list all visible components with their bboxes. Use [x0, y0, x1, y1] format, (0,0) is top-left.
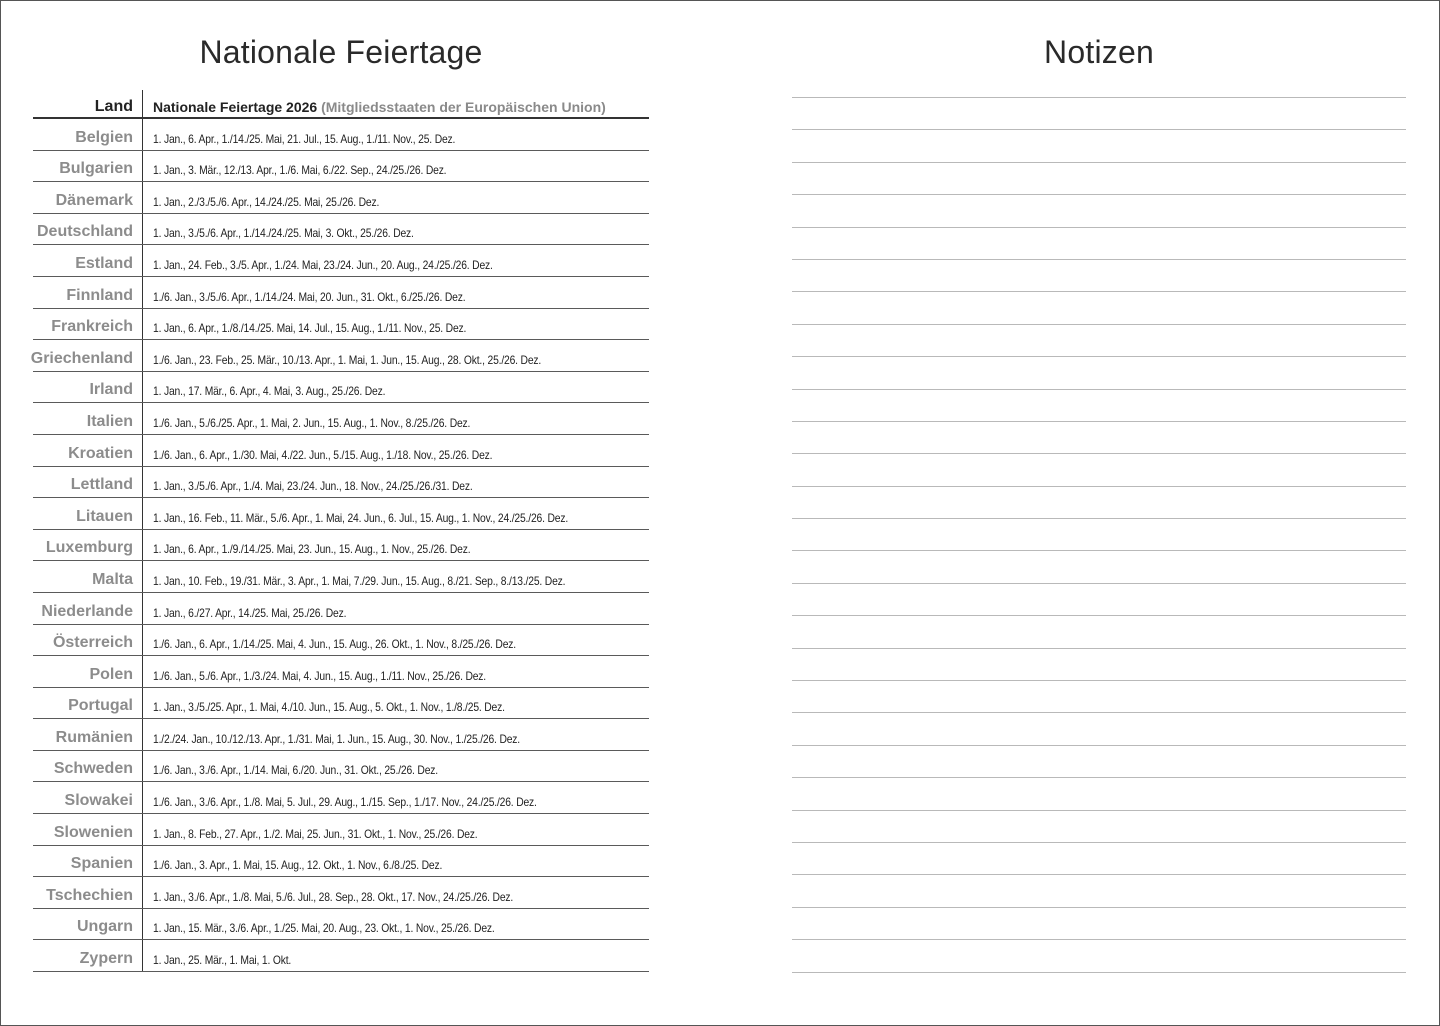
- holiday-dates-text: 1. Jan., 15. Mär., 3./6. Apr., 1./25. Mai, 20. Aug., 23. Okt., 1. Nov., 25./26. Dez.: [153, 921, 495, 936]
- table-row: [33, 719, 649, 751]
- country-cell: Finnland: [33, 277, 143, 308]
- holiday-dates-text: 1./6. Jan., 3./6. Apr., 1./8. Mai, 5. Jul., 29. Aug., 1./15. Sep., 1./17. Nov., 24./25./26. Dez.: [153, 795, 537, 810]
- holiday-dates-text: 1./6. Jan., 6. Apr., 1./30. Mai, 4./22. Jun., 5./15. Aug., 1./18. Nov., 25./26. Dez.: [153, 447, 493, 462]
- holiday-dates-text: 1. Jan., 2./3./5./6. Apr., 14./24./25. Mai, 25./26. Dez.: [153, 194, 380, 209]
- holiday-dates-text: 1. Jan., 10. Feb., 19./31. Mär., 3. Apr., 1. Mai, 7./29. Jun., 15. Aug., 8./21. Sep., 8./13./25. Dez.: [153, 573, 566, 588]
- country-cell: Bulgarien: [33, 151, 143, 182]
- table-row: [33, 940, 649, 972]
- header-subtitle: (Mitgliedsstaaten der Europäischen Union): [321, 99, 606, 115]
- table-row: [33, 277, 649, 309]
- country-cell: Rumänien: [33, 719, 143, 750]
- holiday-dates-cell: [143, 182, 649, 213]
- country-cell: Italien: [33, 403, 143, 434]
- holiday-dates-cell: [143, 340, 649, 371]
- holiday-dates-text: 1./6. Jan., 3. Apr., 1. Mai, 15. Aug., 12. Okt., 1. Nov., 6./8./25. Dez.: [153, 858, 443, 873]
- header-title: [143, 90, 649, 117]
- table-row: [33, 119, 649, 151]
- note-line[interactable]: [792, 518, 1406, 550]
- note-line[interactable]: [792, 324, 1406, 356]
- holiday-dates-cell: [143, 245, 649, 276]
- note-line[interactable]: [792, 680, 1406, 712]
- holiday-dates-cell: [143, 119, 649, 150]
- table-row: [33, 214, 649, 246]
- country-cell: Irland: [33, 372, 143, 403]
- holiday-dates-cell: [143, 151, 649, 182]
- country-cell: Ungarn: [33, 909, 143, 940]
- holiday-dates-cell: [143, 403, 649, 434]
- holiday-dates-cell: [143, 625, 649, 656]
- holiday-dates-cell: [143, 593, 649, 624]
- table-row: [33, 561, 649, 593]
- note-line[interactable]: [792, 712, 1406, 744]
- note-line[interactable]: [792, 291, 1406, 323]
- table-row: [33, 435, 649, 467]
- country-cell: Polen: [33, 656, 143, 687]
- country-cell: Slowenien: [33, 814, 143, 845]
- country-cell: Luxemburg: [33, 530, 143, 561]
- holiday-dates-text: 1./6. Jan., 3./6. Apr., 1./14. Mai, 6./20. Jun., 31. Okt., 25./26. Dez.: [153, 763, 438, 778]
- holiday-dates-cell: [143, 814, 649, 845]
- note-line[interactable]: [792, 129, 1406, 161]
- holiday-dates-text: 1. Jan., 8. Feb., 27. Apr., 1./2. Mai, 25. Jun., 31. Okt., 1. Nov., 25./26. Dez.: [153, 826, 478, 841]
- holiday-dates-cell: [143, 309, 649, 340]
- note-line[interactable]: [792, 972, 1406, 973]
- holiday-table: [30, 90, 649, 972]
- holiday-dates-text: 1. Jan., 16. Feb., 11. Mär., 5./6. Apr., 1. Mai, 24. Jun., 6. Jul., 15. Aug., 1. Nov., 24./25./26. Dez.: [153, 510, 569, 525]
- note-line[interactable]: [792, 939, 1406, 971]
- country-cell: Slowakei: [33, 782, 143, 813]
- table-row: [33, 593, 649, 625]
- holiday-dates-text: 1./6. Jan., 3./5./6. Apr., 1./14./24. Mai, 20. Jun., 31. Okt., 6./25./26. Dez.: [153, 289, 466, 304]
- country-cell: Griechenland: [33, 340, 143, 371]
- country-cell: Zypern: [33, 940, 143, 971]
- note-line[interactable]: [792, 259, 1406, 291]
- holiday-dates-text: 1. Jan., 6. Apr., 1./9./14./25. Mai, 23. Jun., 15. Aug., 1. Nov., 25./26. Dez.: [153, 542, 471, 557]
- holiday-dates-text: 1. Jan., 17. Mär., 6. Apr., 4. Mai, 3. Aug., 25./26. Dez.: [153, 384, 386, 399]
- holiday-dates-cell: [143, 656, 649, 687]
- holiday-dates-cell: [143, 751, 649, 782]
- header-title-main: Nationale Feiertage 2026: [153, 99, 318, 115]
- note-line[interactable]: [792, 550, 1406, 582]
- country-cell: Kroatien: [33, 435, 143, 466]
- table-row: [30, 340, 649, 372]
- holiday-dates-cell: [143, 277, 649, 308]
- holiday-dates-text: 1. Jan., 25. Mär., 1. Mai, 1. Okt.: [153, 953, 292, 968]
- holiday-dates-cell: [143, 877, 649, 908]
- note-line[interactable]: [792, 227, 1406, 259]
- holiday-dates-text: 1. Jan., 3./5./25. Apr., 1. Mai, 4./10. Jun., 15. Aug., 5. Okt., 1. Nov., 1./8./25. Dez.: [153, 700, 505, 715]
- table-row: [33, 182, 649, 214]
- table-row: [33, 245, 649, 277]
- holiday-dates-cell: [143, 214, 649, 245]
- holiday-dates-cell: [143, 498, 649, 529]
- notes-title: Notizen: [1044, 34, 1154, 70]
- holiday-dates-text: 1. Jan., 6. Apr., 1./8./14./25. Mai, 14. Jul., 15. Aug., 1./11. Nov., 25. Dez.: [153, 321, 467, 336]
- holiday-dates-cell: [143, 846, 649, 877]
- note-line[interactable]: [792, 810, 1406, 842]
- holiday-dates-cell: [143, 719, 649, 750]
- country-cell: Malta: [33, 561, 143, 592]
- table-row: [33, 782, 649, 814]
- country-cell: Tschechien: [33, 877, 143, 908]
- note-line[interactable]: [792, 842, 1406, 874]
- holiday-dates-cell: [143, 372, 649, 403]
- country-cell: Lettland: [33, 467, 143, 498]
- table-row: [33, 688, 649, 720]
- table-row: [33, 909, 649, 941]
- note-line[interactable]: [792, 389, 1406, 421]
- holiday-dates-text: 1./6. Jan., 5./6. Apr., 1./3./24. Mai, 4. Jun., 15. Aug., 1./11. Nov., 25./26. Dez.: [153, 668, 486, 683]
- holiday-dates-text: 1./6. Jan., 23. Feb., 25. Mär., 10./13. Apr., 1. Mai, 1. Jun., 15. Aug., 28. Okt., 25./26. Dez.: [153, 352, 542, 367]
- table-row: [33, 372, 649, 404]
- holidays-title: Nationale Feiertage: [199, 34, 483, 70]
- table-row: [33, 877, 649, 909]
- note-line[interactable]: [792, 97, 1406, 129]
- table-row: [33, 751, 649, 783]
- country-cell: Litauen: [33, 498, 143, 529]
- holiday-dates-cell: [143, 530, 649, 561]
- note-line[interactable]: [792, 356, 1406, 388]
- table-row: [33, 403, 649, 435]
- holiday-dates-cell: [143, 435, 649, 466]
- holiday-dates-text: 1. Jan., 3./5./6. Apr., 1./4. Mai, 23./24. Jun., 18. Nov., 24./25./26./31. Dez.: [153, 479, 473, 494]
- holiday-dates-text: 1. Jan., 6. Apr., 1./14./25. Mai, 21. Jul., 15. Aug., 1./11. Nov., 25. Dez.: [153, 131, 456, 146]
- note-line[interactable]: [792, 907, 1406, 939]
- table-body: [30, 119, 649, 972]
- holiday-dates-text: 1. Jan., 3./6. Apr., 1./8. Mai, 5./6. Jul., 28. Sep., 28. Okt., 17. Nov., 24./25./26. Dez.: [153, 889, 514, 904]
- holiday-dates-text: 1./2./24. Jan., 10./12./13. Apr., 1./31. Mai, 1. Jun., 15. Aug., 30. Nov., 1./25./26. Dez.: [153, 731, 520, 746]
- note-line[interactable]: [792, 648, 1406, 680]
- table-row: [33, 625, 649, 657]
- holiday-dates-cell: [143, 782, 649, 813]
- table-row: [33, 467, 649, 499]
- country-cell: Belgien: [33, 119, 143, 150]
- country-cell: Frankreich: [33, 309, 143, 340]
- holiday-dates-text: 1./6. Jan., 5./6./25. Apr., 1. Mai, 2. Jun., 15. Aug., 1. Nov., 8./25./26. Dez.: [153, 415, 471, 430]
- table-row: [33, 309, 649, 341]
- holiday-dates-text: 1. Jan., 3./5./6. Apr., 1./14./24./25. Mai, 3. Okt., 25./26. Dez.: [153, 226, 414, 241]
- note-line[interactable]: [792, 421, 1406, 453]
- country-cell: Schweden: [33, 751, 143, 782]
- holiday-dates-cell: [143, 467, 649, 498]
- table-header: [33, 90, 649, 119]
- note-line[interactable]: [792, 615, 1406, 647]
- note-line[interactable]: [792, 745, 1406, 777]
- table-row: [33, 814, 649, 846]
- holiday-dates-cell: [143, 940, 649, 971]
- note-line[interactable]: [792, 583, 1406, 615]
- note-line[interactable]: [792, 777, 1406, 809]
- country-cell: Dänemark: [33, 182, 143, 213]
- holiday-dates-cell: [143, 561, 649, 592]
- country-cell: Österreich: [33, 625, 143, 656]
- note-line[interactable]: [792, 453, 1406, 485]
- header-country: Land: [33, 90, 143, 117]
- table-row: [33, 151, 649, 183]
- note-line[interactable]: [792, 874, 1406, 906]
- country-cell: Deutschland: [33, 214, 143, 245]
- holiday-dates-text: 1. Jan., 3. Mär., 12./13. Apr., 1./6. Mai, 6./22. Sep., 24./25./26. Dez.: [153, 163, 447, 178]
- note-line[interactable]: [792, 194, 1406, 226]
- holiday-dates-text: 1. Jan., 24. Feb., 3./5. Apr., 1./24. Mai, 23./24. Jun., 20. Aug., 24./25./26. Dez.: [153, 257, 493, 272]
- country-cell: Spanien: [33, 846, 143, 877]
- holiday-dates-text: 1. Jan., 6./27. Apr., 14./25. Mai, 25./26. Dez.: [153, 605, 347, 620]
- country-cell: Portugal: [33, 688, 143, 719]
- country-cell: Estland: [33, 245, 143, 276]
- notes-area[interactable]: [792, 97, 1406, 973]
- table-row: [33, 498, 649, 530]
- holiday-dates-cell: [143, 909, 649, 940]
- table-row: [33, 530, 649, 562]
- note-line[interactable]: [792, 162, 1406, 194]
- table-row: [33, 656, 649, 688]
- note-line[interactable]: [792, 486, 1406, 518]
- country-cell: Niederlande: [33, 593, 143, 624]
- table-row: [33, 846, 649, 878]
- holiday-dates-cell: [143, 688, 649, 719]
- holiday-dates-text: 1./6. Jan., 6. Apr., 1./14./25. Mai, 4. Jun., 15. Aug., 26. Okt., 1. Nov., 8./25./26. Dez.: [153, 637, 516, 652]
